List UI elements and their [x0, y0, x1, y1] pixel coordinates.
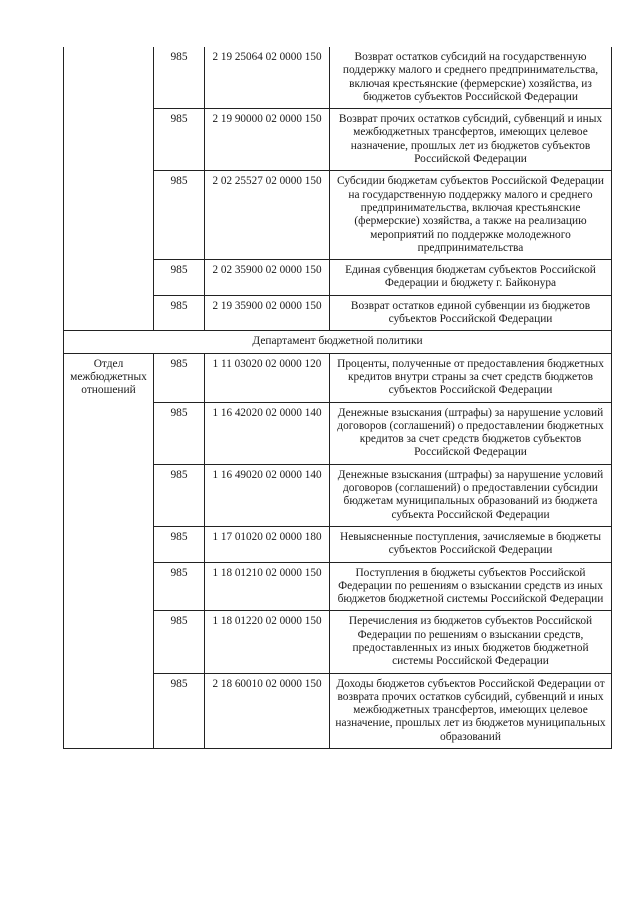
section-header-row: [64, 331, 612, 353]
table-row: [64, 353, 612, 402]
admin-code: 985: [154, 526, 205, 562]
budget-classification-code: 1 16 42020 02 0000 140: [205, 402, 330, 464]
admin-code: 985: [154, 295, 205, 331]
budget-classification-code: 2 19 90000 02 0000 150: [205, 109, 330, 171]
revenue-name: Доходы бюджетов субъектов Российской Федерации от возврата прочих остатков субсидий, субвенций и иных межбюджетных трансфертов, имеющих целевое назначение, прошлых лет из бюджетов муниципальных образований: [330, 673, 612, 748]
admin-code: 985: [154, 171, 205, 260]
revenue-name: Перечисления из бюджетов субъектов Российской Федерации по решениям о взыскании средств, предоставленных из иных бюджетов бюджетной системы Российской Федерации: [330, 611, 612, 673]
admin-code: 985: [154, 402, 205, 464]
revenue-name: Невыясненные поступления, зачисляемые в бюджеты субъектов Российской Федерации: [330, 526, 612, 562]
budget-classification-code: 1 16 49020 02 0000 140: [205, 464, 330, 526]
org-unit-name: Отдел межбюджетных отношений: [64, 353, 154, 748]
budget-classification-code: 1 18 01220 02 0000 150: [205, 611, 330, 673]
budget-classification-code: 1 11 03020 02 0000 120: [205, 353, 330, 402]
revenue-name: Возврат остатков субсидий на государственную поддержку малого и среднего предпринимательства, включая крестьянские (фермерские) хозяйства, из бюджетов субъектов Российской Федерации: [330, 47, 612, 109]
revenue-name: Проценты, полученные от предоставления бюджетных кредитов внутри страны за счет средств бюджетов субъектов Российской Федерации: [330, 353, 612, 402]
revenue-name: Возврат остатков единой субвенции из бюджетов субъектов Российской Федерации: [330, 295, 612, 331]
revenue-name: Денежные взыскания (штрафы) за нарушение условий договоров (соглашений) о предоставлении субсидии бюджетам муниципальных образований из бюджета субъекта Российской Федерации: [330, 464, 612, 526]
table-row: [64, 47, 612, 109]
admin-code: 985: [154, 611, 205, 673]
admin-code: 985: [154, 47, 205, 109]
budget-classification-code: 1 18 01210 02 0000 150: [205, 562, 330, 611]
admin-code: 985: [154, 109, 205, 171]
budget-classification-code: 2 18 60010 02 0000 150: [205, 673, 330, 748]
revenue-name: Денежные взыскания (штрафы) за нарушение условий договоров (соглашений) о предоставлении бюджетных кредитов за счет средств бюджетов субъектов Российской Федерации: [330, 402, 612, 464]
revenue-name: Единая субвенция бюджетам субъектов Российской Федерации и бюджету г. Байконура: [330, 260, 612, 296]
admin-code: 985: [154, 562, 205, 611]
budget-classification-code: 2 19 35900 02 0000 150: [205, 295, 330, 331]
revenue-name: Поступления в бюджеты субъектов Российской Федерации по решениям о взыскании средств из иных бюджетов бюджетной системы Российской Федерации: [330, 562, 612, 611]
budget-classification-code: 2 02 35900 02 0000 150: [205, 260, 330, 296]
budget-classification-code: 2 02 25527 02 0000 150: [205, 171, 330, 260]
revenue-name: Возврат прочих остатков субсидий, субвенций и иных межбюджетных трансфертов, имеющих целевое назначение, прошлых лет из бюджетов субъектов Российской Федерации: [330, 109, 612, 171]
revenue-codes-table: [63, 47, 612, 749]
admin-code: 985: [154, 260, 205, 296]
budget-classification-code: 2 19 25064 02 0000 150: [205, 47, 330, 109]
admin-code: 985: [154, 464, 205, 526]
revenue-name: Субсидии бюджетам субъектов Российской Федерации на государственную поддержку малого и среднего предпринимательства, включая крестьянские (фермерские) хозяйства, а также на реализацию мероприятий по поддержке молодежного предпринимательства: [330, 171, 612, 260]
section-title: Департамент бюджетной политики: [64, 331, 612, 353]
org-cell-empty: [64, 47, 154, 331]
budget-classification-code: 1 17 01020 02 0000 180: [205, 526, 330, 562]
admin-code: 985: [154, 673, 205, 748]
admin-code: 985: [154, 353, 205, 402]
